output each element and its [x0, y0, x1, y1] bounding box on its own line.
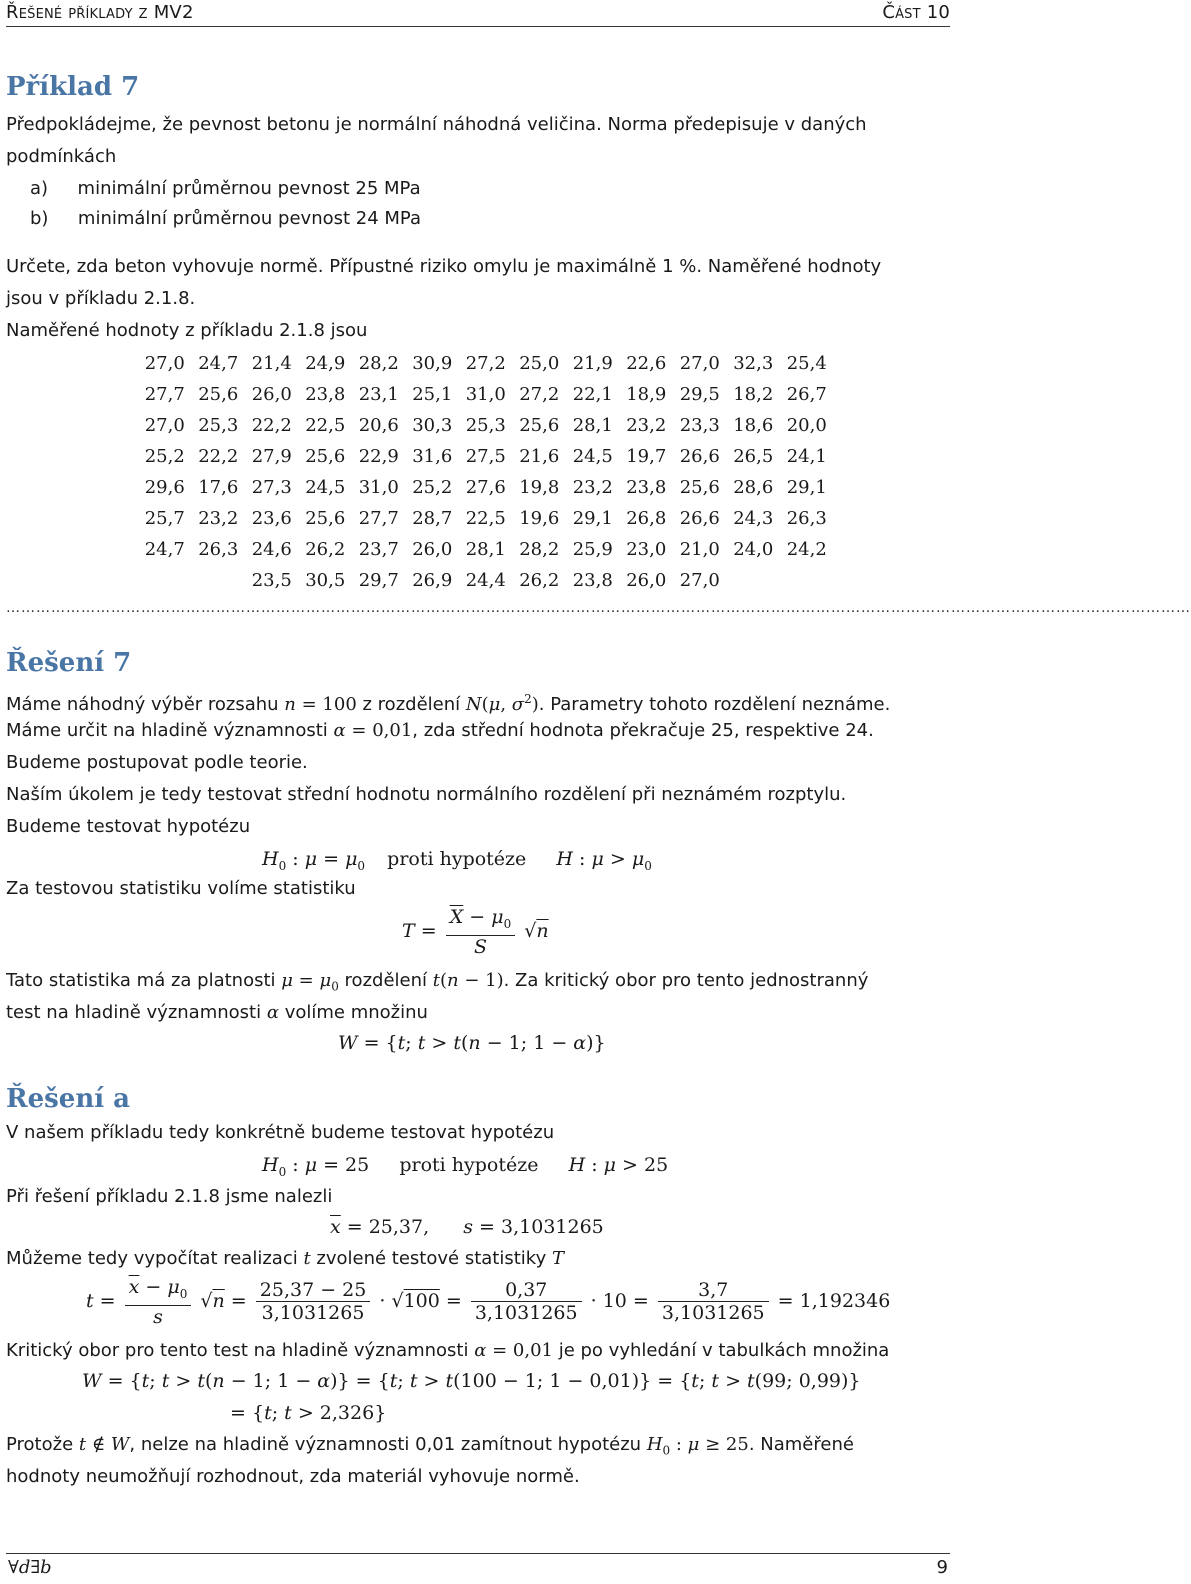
table-cell: 27,5 — [465, 446, 506, 467]
table-cell: 29,5 — [679, 384, 720, 405]
table-cell: 27,2 — [519, 384, 560, 405]
table-cell: 24,9 — [305, 353, 346, 374]
table-cell: 26,6 — [679, 446, 720, 467]
header-part: Část 10 — [882, 2, 950, 23]
table-cell: 22,2 — [251, 415, 292, 436]
table-cell: 17,6 — [198, 477, 239, 498]
table-cell: 30,9 — [412, 353, 453, 374]
table-row — [138, 379, 834, 410]
table-cell: 25,6 — [679, 477, 720, 498]
critical-region-a-result: = {t; t > 2,326} — [230, 1402, 387, 1424]
table-cell: 25,2 — [412, 477, 453, 498]
table-cell: 19,8 — [519, 477, 560, 498]
table-cell: 26,3 — [198, 539, 239, 560]
table-row — [138, 503, 834, 534]
solution-a-heading: Řešení a — [6, 1084, 131, 1114]
table-cell: 22,5 — [465, 508, 506, 529]
table-cell: 26,2 — [519, 570, 560, 591]
table-cell: 18,6 — [733, 415, 774, 436]
table-cell: 23,5 — [251, 570, 292, 591]
item-b — [30, 208, 421, 230]
table-cell: 24,3 — [733, 508, 774, 529]
page-header — [6, 0, 950, 27]
table-row — [138, 534, 834, 565]
table-cell: 27,0 — [679, 570, 720, 591]
solution-a-line6: hodnoty neumožňují rozhodnout, zda materiál vyhovuje normě. — [6, 1466, 580, 1487]
table-row — [138, 410, 834, 441]
sample-statistics: $\overline{x} = 25,37$, s = 3,1031265 — [330, 1216, 604, 1238]
table-cell: 26,0 — [251, 384, 292, 405]
table-cell: 22,5 — [305, 415, 346, 436]
table-row — [138, 441, 834, 472]
table-cell: 24,7 — [198, 353, 239, 374]
item-a-text: minimální průměrnou pevnost 25 MPa — [77, 178, 421, 199]
table-cell: 32,3 — [733, 353, 774, 374]
table-cell: 23,0 — [626, 539, 667, 560]
item-b-text: minimální průměrnou pevnost 24 MPa — [77, 208, 422, 229]
table-cell: 28,2 — [358, 353, 399, 374]
table-cell: 22,6 — [626, 353, 667, 374]
item-a-label: a) — [30, 178, 49, 199]
table-cell: 27,7 — [144, 384, 185, 405]
table-cell: 31,0 — [358, 477, 399, 498]
table-cell: 18,9 — [626, 384, 667, 405]
table-cell: 26,8 — [626, 508, 667, 529]
table-cell: 23,3 — [679, 415, 720, 436]
table-cell: 23,8 — [305, 384, 346, 405]
table-cell: 26,6 — [679, 508, 720, 529]
table-row — [138, 472, 834, 503]
critical-region-general: W = {t; t > t(n − 1; 1 − α)} — [338, 1032, 606, 1054]
table-cell: 24,4 — [465, 570, 506, 591]
solution-line4: Naším úkolem je tedy testovat střední hodnotu normálního rozdělení při neznámém rozptylu. — [6, 784, 847, 805]
table-cell: 26,0 — [626, 570, 667, 591]
table-cell: 27,0 — [144, 353, 185, 374]
table-cell: 25,6 — [198, 384, 239, 405]
table-cell: 22,1 — [572, 384, 613, 405]
table-cell: 27,0 — [144, 415, 185, 436]
table-cell: 21,9 — [572, 353, 613, 374]
solution-a-line1: V našem příkladu tedy konkrétně budeme testovat hypotézu — [6, 1122, 555, 1143]
solution-line3: Budeme postupovat podle teorie. — [6, 752, 308, 773]
hypothesis-general: $H_0$ : $\mu = \mu_0$ proti hypotéze H : $\mu > \mu_0$ — [262, 848, 652, 873]
table-cell: 25,1 — [412, 384, 453, 405]
table-cell: 23,6 — [251, 508, 292, 529]
table-cell: 20,6 — [358, 415, 399, 436]
table-cell: 18,2 — [733, 384, 774, 405]
header-title: Řešené příklady z MV2 — [6, 2, 194, 23]
table-cell — [727, 565, 781, 596]
solution-heading: Řešení 7 — [6, 648, 132, 678]
table-cell — [138, 565, 192, 596]
table-cell: 25,0 — [519, 353, 560, 374]
table-cell: 26,5 — [733, 446, 774, 467]
table-cell: 23,2 — [198, 508, 239, 529]
table-cell: 21,0 — [679, 539, 720, 560]
table-cell: 22,2 — [198, 446, 239, 467]
solution-line6: Za testovou statistiku volíme statistiku — [6, 878, 356, 899]
table-cell: 30,5 — [305, 570, 346, 591]
table-cell: 26,9 — [412, 570, 453, 591]
table-cell: 23,2 — [572, 477, 613, 498]
table-cell: 19,7 — [626, 446, 667, 467]
table-cell: 31,6 — [412, 446, 453, 467]
table-cell: 28,1 — [572, 415, 613, 436]
table-cell: 27,2 — [465, 353, 506, 374]
table-cell: 28,2 — [519, 539, 560, 560]
measured-values-table — [138, 348, 834, 596]
task-line2: jsou v příkladu 2.1.8. — [6, 288, 196, 309]
solution-a-line2: Při řešení příkladu 2.1.8 jsme nalezli — [6, 1186, 333, 1207]
table-cell: 25,6 — [305, 508, 346, 529]
table-cell — [780, 565, 834, 596]
solution-line2: Máme určit na hladině významnosti α = 0,01, zda střední hodnota překračuje 25, respektive 24. — [6, 720, 874, 741]
table-cell: 27,0 — [679, 353, 720, 374]
table-cell: 25,6 — [305, 446, 346, 467]
critical-region-a: W = {t; t > t(n − 1; 1 − α)} = {t; t > t(100 − 1; 1 − 0,01)} = {t; t > t(99; 0,99)} — [82, 1370, 861, 1392]
page-number: 9 — [936, 1557, 948, 1578]
table-cell: 24,2 — [786, 539, 827, 560]
solution-a-line5: Protože t ∉ W, nelze na hladině významnosti 0,01 zamítnout hypotézu $H_0$ : μ ≥ 25. Naměřené — [6, 1434, 854, 1458]
table-cell: 24,1 — [786, 446, 827, 467]
table-cell: 29,7 — [358, 570, 399, 591]
item-a — [30, 178, 421, 200]
table-cell: 29,1 — [786, 477, 827, 498]
task-line1: Určete, zda beton vyhovuje normě. Přípustné riziko omylu je maximálně 1 %. Naměřené hodnoty — [6, 256, 882, 277]
table-row — [138, 348, 834, 379]
solution-a-line4: Kritický obor pro tento test na hladině významnosti α = 0,01 je po vyhledání v tabulkách množina — [6, 1340, 890, 1361]
table-cell: 26,7 — [786, 384, 827, 405]
table-cell: 27,7 — [358, 508, 399, 529]
table-cell: 27,9 — [251, 446, 292, 467]
table-cell: 29,6 — [144, 477, 185, 498]
table-cell: 26,3 — [786, 508, 827, 529]
table-cell: 25,6 — [519, 415, 560, 436]
table-cell: 27,3 — [251, 477, 292, 498]
example-intro-line1: Předpokládejme, že pevnost betonu je normální náhodná veličina. Norma předepisuje v daných — [6, 114, 867, 135]
solution-line1: Máme náhodný výběr rozsahu n = 100 z rozdělení N(μ, $\sigma^2$). Parametry tohoto rozdělení neznáme. — [6, 692, 891, 715]
table-cell: 26,2 — [305, 539, 346, 560]
table-cell — [192, 565, 246, 596]
table-cell: 23,1 — [358, 384, 399, 405]
table-cell: 25,9 — [572, 539, 613, 560]
example-intro-line2: podmínkách — [6, 146, 117, 167]
table-cell: 26,0 — [412, 539, 453, 560]
separator-dots: ………………………………………………………………………………………………………………………………………………………………………………………………………………… — [6, 600, 1191, 616]
table-cell: 25,2 — [144, 446, 185, 467]
test-statistic-formula: T = $\frac{\overline{X} - \mu_0}{S}$ √n — [402, 906, 549, 958]
data-intro: Naměřené hodnoty z příkladu 2.1.8 jsou — [6, 320, 368, 341]
table-cell: 23,8 — [572, 570, 613, 591]
table-cell: 25,3 — [198, 415, 239, 436]
hypothesis-a: $H_0$ : μ = 25 proti hypotéze H : μ > 25 — [262, 1154, 669, 1179]
table-cell: 24,5 — [572, 446, 613, 467]
solution-line8: test na hladině významnosti α volíme množinu — [6, 1002, 428, 1023]
table-cell: 25,4 — [786, 353, 827, 374]
table-cell: 24,0 — [733, 539, 774, 560]
table-cell: 23,2 — [626, 415, 667, 436]
table-cell: 24,5 — [305, 477, 346, 498]
table-cell: 31,0 — [465, 384, 506, 405]
table-cell: 29,1 — [572, 508, 613, 529]
table-cell: 21,4 — [251, 353, 292, 374]
table-cell: 25,3 — [465, 415, 506, 436]
table-cell: 19,6 — [519, 508, 560, 529]
table-row — [138, 565, 834, 596]
item-b-label: b) — [30, 208, 49, 229]
table-cell: 24,7 — [144, 539, 185, 560]
statistic-calculation: t = $\frac{\overline{x} - \mu_0}{s}$ √n = $\frac{25,37 - 25}{3,1031265}$ · √100 = $\frac{0,37}{3,1031265}$ · 10 = $\frac{3,7}{3,1031265}$ = 1,192346 — [86, 1276, 891, 1328]
table-cell: 20,0 — [786, 415, 827, 436]
table-cell: 28,6 — [733, 477, 774, 498]
table-cell: 28,7 — [412, 508, 453, 529]
solution-line5: Budeme testovat hypotézu — [6, 816, 251, 837]
table-cell: 22,9 — [358, 446, 399, 467]
solution-a-line3: Můžeme tedy vypočítat realizaci t zvolené testové statistiky T — [6, 1248, 564, 1269]
table-cell: 25,7 — [144, 508, 185, 529]
example-heading: Příklad 7 — [6, 72, 140, 102]
table-cell: 24,6 — [251, 539, 292, 560]
page-footer — [6, 1553, 950, 1584]
table-cell: 23,7 — [358, 539, 399, 560]
footer-logo: ∀d∃b — [8, 1557, 52, 1578]
solution-line7: Tato statistika má za platnosti $\mu = \mu_0$ rozdělení t(n − 1). Za kritický obor pro tento jednostranný — [6, 970, 869, 994]
table-cell: 21,6 — [519, 446, 560, 467]
table-cell: 23,8 — [626, 477, 667, 498]
table-cell: 27,6 — [465, 477, 506, 498]
table-cell: 30,3 — [412, 415, 453, 436]
table-cell: 28,1 — [465, 539, 506, 560]
